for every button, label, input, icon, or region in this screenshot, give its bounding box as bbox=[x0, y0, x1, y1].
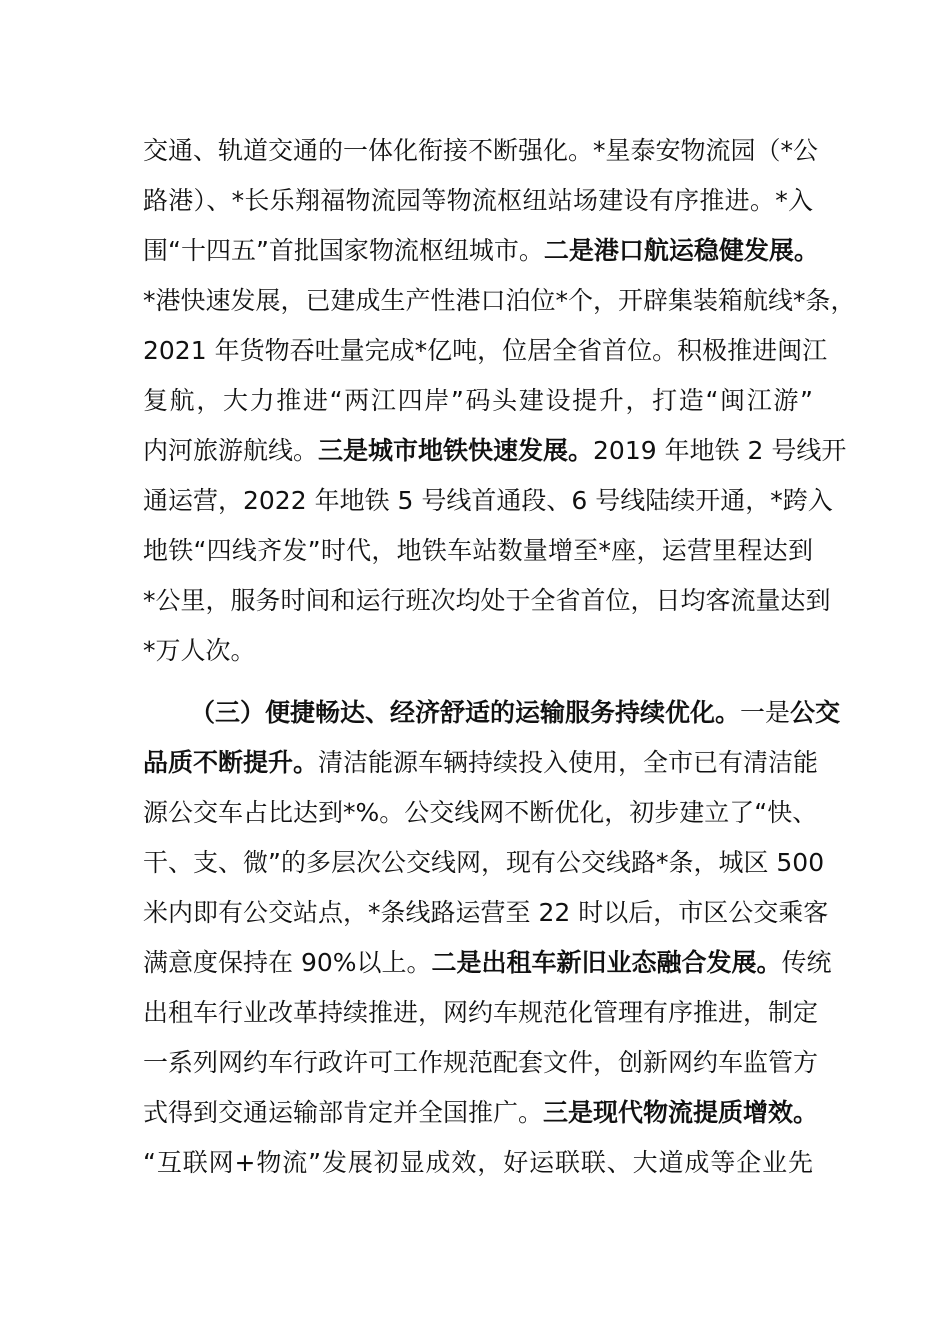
text-line bbox=[143, 1138, 813, 1188]
text-run: 满意度保持在 90%以上。 bbox=[143, 948, 432, 977]
text-run: 2019 年地铁 2 号线开 bbox=[593, 436, 847, 465]
text-run: 干、支、微”的多层次公交线网，现有公交线路*条，城区 500 bbox=[143, 848, 825, 877]
text-run: *公里，服务时间和运行班次均处于全省首位，日均客流量达到 bbox=[143, 586, 831, 615]
text-run: 2021 年货物吞吐量完成*亿吨，位居全省首位。积极推进闽江 bbox=[143, 336, 828, 365]
text-line bbox=[143, 426, 847, 476]
bold-text-run: 三是现代物流提质增效。 bbox=[543, 1098, 819, 1127]
text-run: 交通、轨道交通的一体化衔接不断强化。*星泰安物流园（*公 bbox=[143, 136, 819, 165]
text-line bbox=[190, 688, 841, 738]
text-line bbox=[143, 576, 831, 626]
text-run: 围“十四五”首批国家物流枢纽城市。 bbox=[143, 236, 544, 265]
text-run: 地铁“四线齐发”时代，地铁车站数量增至*座，运营里程达到 bbox=[143, 536, 813, 565]
text-line bbox=[143, 838, 825, 888]
text-line bbox=[143, 526, 813, 576]
text-run: 清洁能源车辆持续投入使用，全市已有清洁能 bbox=[318, 748, 819, 777]
text-line bbox=[143, 276, 856, 326]
text-run: *港快速发展，已建成生产性港口泊位*个，开辟集装箱航线*条， bbox=[143, 286, 856, 315]
bold-text-run: 二是港口航运稳健发展。 bbox=[543, 236, 819, 265]
text-run: 传统 bbox=[781, 948, 832, 977]
text-run: 米内即有公交站点，*条线路运营至 22 时以后，市区公交乘客 bbox=[143, 898, 829, 927]
text-run: 内河旅游航线。 bbox=[143, 436, 319, 465]
text-run: 出租车行业改革持续推进，网约车规范化管理有序推进，制定 bbox=[143, 998, 819, 1027]
text-run: 源公交车占比达到*%。公交线网不断优化，初步建立了“快、 bbox=[143, 798, 818, 827]
text-line bbox=[143, 888, 829, 938]
bold-text-run: 公交 bbox=[790, 698, 841, 727]
text-run: “互联网+物流”发展初显成效，好运联联、大道成等企业先 bbox=[143, 1148, 813, 1177]
bold-text-run: 品质不断提升。 bbox=[143, 748, 319, 777]
text-run: 复航，大力推进“两江四岸”码头建设提升，打造“闽江游” bbox=[143, 386, 813, 415]
text-line bbox=[143, 788, 818, 838]
text-run: 一系列网约车行政许可工作规范配套文件，创新网约车监管方 bbox=[143, 1048, 819, 1077]
text-line bbox=[143, 626, 813, 676]
text-line bbox=[143, 1088, 819, 1138]
bold-text-run: 三是城市地铁快速发展。 bbox=[318, 436, 594, 465]
text-line bbox=[143, 938, 832, 988]
text-line bbox=[143, 1038, 819, 1088]
text-run: 一是 bbox=[740, 698, 791, 727]
text-run: 路港）、*长乐翔福物流园等物流枢纽站场建设有序推进。*入 bbox=[143, 186, 813, 215]
text-line bbox=[143, 126, 819, 176]
bold-text-run: 二是出租车新旧业态融合发展。 bbox=[431, 948, 782, 977]
text-line bbox=[143, 988, 819, 1038]
text-line bbox=[143, 176, 813, 226]
text-line bbox=[143, 226, 819, 276]
text-run: *万人次。 bbox=[143, 636, 256, 665]
text-run: 通运营，2022 年地铁 5 号线首通段、6 号线陆续开通，*跨入 bbox=[143, 486, 833, 515]
text-line bbox=[143, 738, 819, 788]
text-line bbox=[143, 376, 813, 426]
text-line bbox=[143, 476, 833, 526]
text-run: 式得到交通运输部肯定并全国推广。 bbox=[143, 1098, 544, 1127]
bold-text-run: （三）便捷畅达、经济舒适的运输服务持续优化。 bbox=[190, 698, 741, 727]
text-line bbox=[143, 326, 828, 376]
